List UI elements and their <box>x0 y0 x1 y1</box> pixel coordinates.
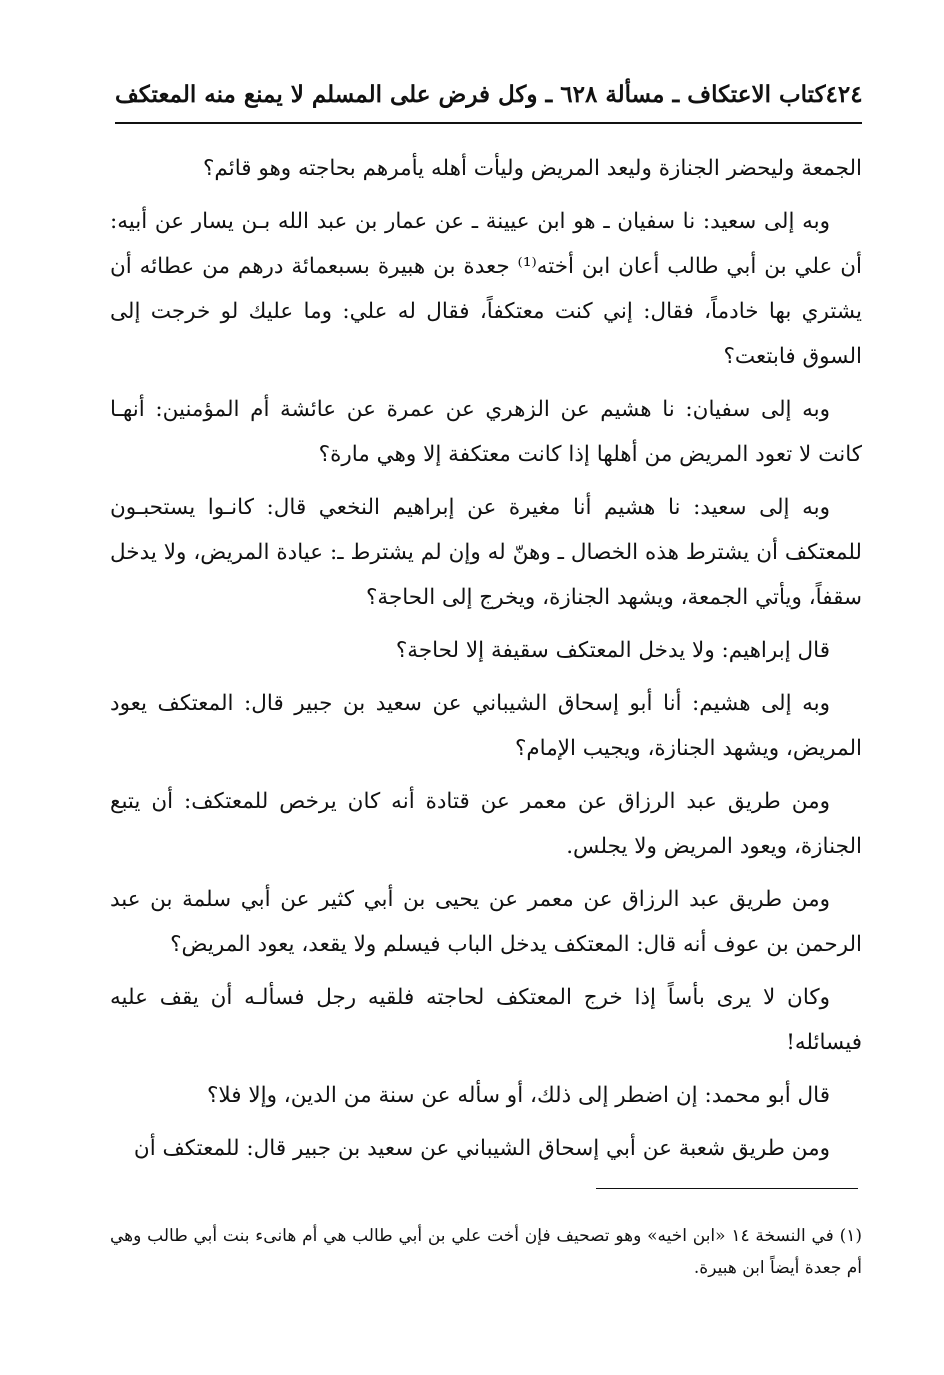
paragraph: ومن طريق شعبة عن أبي إسحاق الشيباني عن سعيد بن جبير قال: للمعتكف أن <box>133 1136 830 1161</box>
footnote: (١) في النسخة ١٤ «ابن اخيه» وهو تصحيف فإن أخت علي بن أبي طالب هي أم هانىء بنت أبي طالب وهي أم جعدة أيضاً ابن هبيرة. <box>110 1226 862 1278</box>
paragraph: وبه إلى سفيان: نا هشيم عن الزهري عن عمرة عن عائشة أم المؤمنين: أنهـا كانت لا تعود المريض من أهلها إذا كانت معتكفة إلا وهي مارة؟ <box>110 397 862 467</box>
running-title: كتاب الاعتكاف ـ مسألة ٦٢٨ ـ وكل فرض على المسلم لا يمنع منه المعتكف <box>115 80 826 108</box>
page-number: ٤٢٤ <box>825 80 863 108</box>
main-text <box>110 146 862 1179</box>
running-header <box>115 70 862 118</box>
header-divider <box>115 122 862 124</box>
paragraph: وبه إلى سعيد: نا هشيم أنا مغيرة عن إبراهيم النخعي قال: كانـوا يستحبـون للمعتكف أن يشترط هذه الخصال ـ وهنّ له وإن لم يشترط ـ: عيادة المريض، ولا يدخل سقفاً، ويأتي الجمعة، ويشهد الجنازة، ويخرج إلى الحاجة؟ <box>110 495 862 610</box>
paragraph: وكان لا يرى بأساً إذا خرج المعتكف لحاجته فلقيه رجل فسألـه أن يقف عليه فيسائله! <box>110 985 862 1055</box>
paragraph: وبه إلى هشيم: أنا أبو إسحاق الشيباني عن سعيد بن جبير قال: المعتكف يعود المريض، ويشهد الجنازة، ويجيب الإمام؟ <box>110 691 862 761</box>
paragraph: ومن طريق عبد الرزاق عن معمر عن قتادة أنه كان يرخص للمعتكف: أن يتبع الجنازة، ويعود المريض ولا يجلس. <box>110 789 862 859</box>
paragraph: وبه إلى سعيد: نا سفيان ـ هو ابن عيينة ـ عن عمار بن عبد الله بـن يسار عن أبيه: أن علي بن أبي طالب أعان ابن أخته⁽¹⁾ جعدة بن هبيرة بسبعمائة درهم من عطائه أن يشتري بها خادماً، فقال: إني كنت معتكفاً، فقال له علي: وما عليك لو خرجت إلى السوق فابتعت؟ <box>110 209 863 369</box>
paragraph: قال أبو محمد: إن اضطر إلى ذلك، أو سأله عن سنة من الدين، وإلا فلا؟ <box>206 1083 830 1108</box>
footnotes <box>110 1220 862 1284</box>
paragraph: قال إبراهيم: ولا يدخل المعتكف سقيفة إلا لحاجة؟ <box>395 638 830 663</box>
paragraph: الجمعة وليحضر الجنازة وليعد المريض وليأت أهله يأمرهم بحاجته وهو قائم؟ <box>203 156 862 181</box>
paragraph: ومن طريق عبد الرزاق عن معمر عن يحيى بن أبي كثير عن أبي سلمة بن عبد الرحمن بن عوف أنه قال: المعتكف يدخل الباب فيسلم ولا يقعد، يعود المريض؟ <box>110 887 862 957</box>
footnote-divider <box>596 1188 858 1189</box>
